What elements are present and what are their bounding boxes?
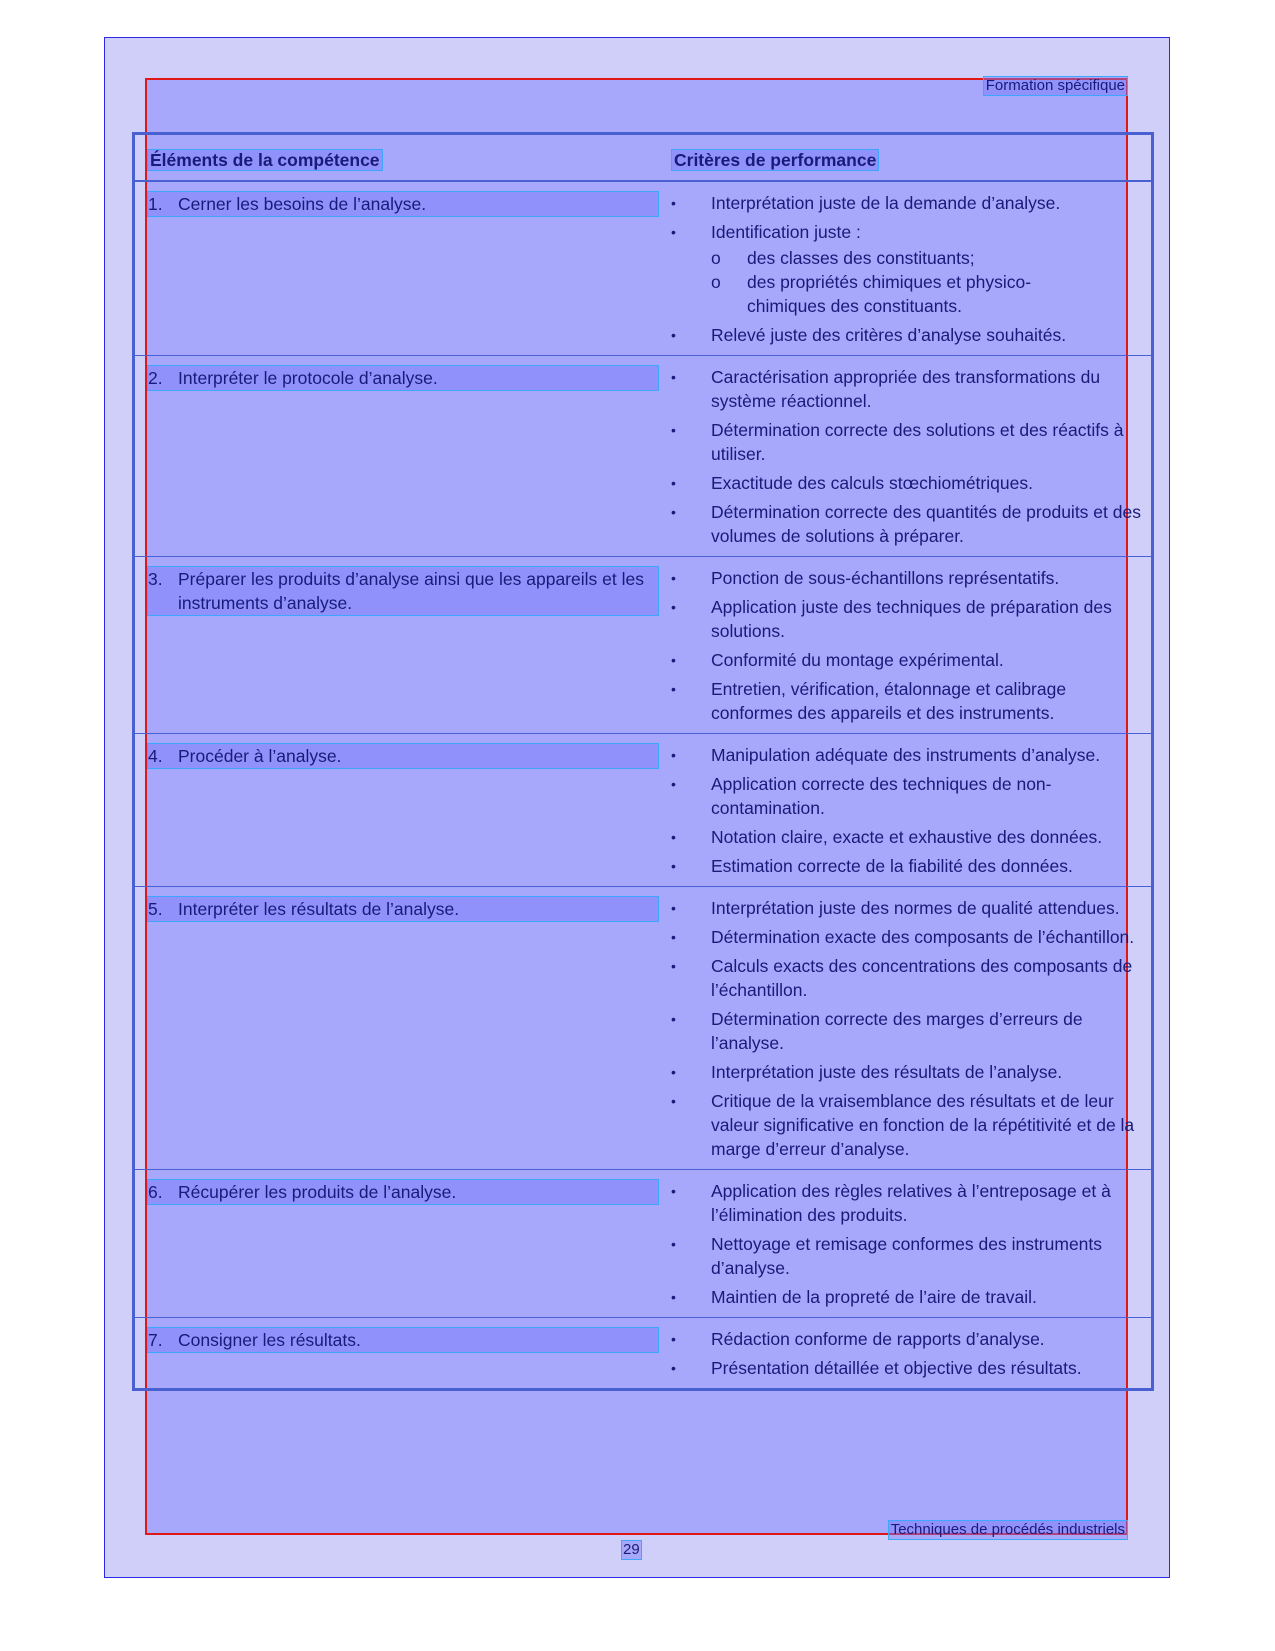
element-text: Consigner les résultats. bbox=[178, 1330, 361, 1350]
list-item bbox=[671, 1007, 1151, 1055]
criterion-text: Application des règles relatives à l’entreposage et à l’élimination des produits. bbox=[711, 1181, 1111, 1225]
criterion-text: Critique de la vraisemblance des résultats et de leur valeur significative en fonction de la répétitivité et de la marge d’erreur d’analyse. bbox=[711, 1091, 1135, 1159]
element-line bbox=[147, 896, 659, 922]
element-cell bbox=[134, 1170, 660, 1318]
running-header: Formation spécifique bbox=[983, 76, 1128, 96]
element-text: Préparer les produits d’analyse ainsi que les appareils et les instruments d’analyse. bbox=[178, 569, 644, 613]
criterion-text: Interprétation juste de la demande d’analyse. bbox=[711, 193, 1061, 213]
criterion-text: Détermination exacte des composants de l’échantillon. bbox=[711, 927, 1135, 947]
list-item bbox=[671, 1356, 1151, 1380]
list-item bbox=[671, 471, 1151, 495]
element-cell bbox=[134, 356, 660, 557]
list-item bbox=[671, 896, 1151, 920]
element-text: Procéder à l’analyse. bbox=[178, 746, 342, 766]
bullet-icon: • bbox=[671, 224, 676, 240]
element-line bbox=[147, 743, 659, 769]
element-cell bbox=[134, 1318, 660, 1390]
table-row bbox=[134, 1318, 1153, 1390]
element-text: Cerner les besoins de l’analyse. bbox=[178, 194, 427, 214]
element-number: 4. bbox=[148, 746, 163, 766]
criterion-text: Notation claire, exacte et exhaustive des données. bbox=[711, 827, 1103, 847]
criterion-text: Ponction de sous-échantillons représentatifs. bbox=[711, 568, 1060, 588]
list-item bbox=[671, 1285, 1151, 1309]
bullet-icon: • bbox=[671, 195, 676, 211]
list-item bbox=[671, 595, 1151, 643]
criteria-header bbox=[659, 134, 1153, 182]
bullet-icon: • bbox=[671, 829, 676, 845]
criteria-list bbox=[671, 566, 1151, 725]
list-item bbox=[671, 191, 1151, 215]
criteria-list bbox=[671, 896, 1151, 1161]
list-item bbox=[671, 677, 1151, 725]
criteria-list bbox=[671, 191, 1151, 244]
element-cell bbox=[134, 887, 660, 1170]
criterion-text: Caractérisation appropriée des transformations du système réactionnel. bbox=[711, 367, 1101, 411]
list-item bbox=[671, 954, 1151, 1002]
criteria-cell bbox=[659, 181, 1153, 356]
sub-criterion-text: des propriétés chimiques et physico-chimiques des constituants. bbox=[747, 272, 1032, 316]
criterion-text: Calculs exacts des concentrations des composants de l’échantillon. bbox=[711, 956, 1133, 1000]
criteria-cell bbox=[659, 557, 1153, 734]
criteria-cell bbox=[659, 356, 1153, 557]
criterion-text: Détermination correcte des quantités de produits et des volumes de solutions à préparer. bbox=[711, 502, 1141, 546]
criteria-list bbox=[671, 743, 1151, 878]
criteria-cell bbox=[659, 1318, 1153, 1390]
elements-header bbox=[134, 134, 660, 182]
element-number: 1. bbox=[148, 194, 163, 214]
list-item bbox=[671, 220, 1151, 244]
criteria-header-label: Critères de performance bbox=[671, 149, 879, 171]
list-item bbox=[671, 854, 1151, 878]
list-item bbox=[671, 1089, 1151, 1161]
element-number: 7. bbox=[148, 1330, 163, 1350]
list-item bbox=[671, 648, 1151, 672]
bullet-icon: • bbox=[671, 599, 676, 615]
bullet-icon: • bbox=[671, 369, 676, 385]
list-item bbox=[671, 323, 1151, 347]
list-item bbox=[671, 566, 1151, 590]
element-cell bbox=[134, 734, 660, 887]
competence-table bbox=[132, 132, 1154, 1391]
bullet-icon: • bbox=[671, 776, 676, 792]
element-text: Interpréter le protocole d’analyse. bbox=[178, 368, 438, 388]
criteria-cell bbox=[659, 734, 1153, 887]
bullet-icon: • bbox=[671, 652, 676, 668]
bullet-icon: • bbox=[671, 1236, 676, 1252]
bullet-icon: • bbox=[671, 858, 676, 874]
element-cell bbox=[134, 557, 660, 734]
table-row bbox=[134, 356, 1153, 557]
element-number: 5. bbox=[148, 899, 163, 919]
criterion-text: Conformité du montage expérimental. bbox=[711, 650, 1004, 670]
element-line bbox=[147, 365, 659, 391]
list-item bbox=[671, 772, 1151, 820]
element-number: 3. bbox=[148, 569, 163, 589]
criterion-text: Identification juste : bbox=[711, 222, 861, 242]
element-text: Récupérer les produits de l’analyse. bbox=[178, 1182, 457, 1202]
bullet-icon: • bbox=[671, 1183, 676, 1199]
element-line bbox=[147, 566, 659, 616]
bullet-icon: • bbox=[671, 1360, 676, 1376]
sub-list-item bbox=[711, 270, 1151, 318]
table-row bbox=[134, 557, 1153, 734]
bullet-icon: • bbox=[671, 1289, 676, 1305]
criterion-text: Détermination correcte des solutions et des réactifs à utiliser. bbox=[711, 420, 1124, 464]
list-item bbox=[671, 1327, 1151, 1351]
table-header-row bbox=[134, 134, 1153, 182]
bullet-icon: • bbox=[671, 1331, 676, 1347]
bullet-icon: • bbox=[671, 1011, 676, 1027]
list-item bbox=[671, 418, 1151, 466]
bullet-icon: • bbox=[671, 681, 676, 697]
criterion-text: Entretien, vérification, étalonnage et calibrage conformes des appareils et des instruments. bbox=[711, 679, 1067, 723]
list-item bbox=[671, 365, 1151, 413]
list-item bbox=[671, 925, 1151, 949]
bullet-icon: • bbox=[671, 929, 676, 945]
element-line bbox=[147, 191, 659, 217]
criteria-cell bbox=[659, 887, 1153, 1170]
element-line bbox=[147, 1327, 659, 1353]
criterion-text: Interprétation juste des normes de qualité attendues. bbox=[711, 898, 1120, 918]
table-row bbox=[134, 887, 1153, 1170]
element-cell bbox=[134, 181, 660, 356]
criterion-text: Application correcte des techniques de non-contamination. bbox=[711, 774, 1052, 818]
criterion-text: Exactitude des calculs stœchiométriques. bbox=[711, 473, 1033, 493]
sub-criteria-list bbox=[711, 246, 1151, 318]
criterion-text: Manipulation adéquate des instruments d’analyse. bbox=[711, 745, 1101, 765]
sub-criterion-text: des classes des constituants; bbox=[747, 248, 975, 268]
criterion-text: Maintien de la propreté de l’aire de travail. bbox=[711, 1287, 1037, 1307]
bullet-icon: • bbox=[671, 570, 676, 586]
criterion-text: Nettoyage et remisage conformes des instruments d’analyse. bbox=[711, 1234, 1103, 1278]
element-number: 2. bbox=[148, 368, 163, 388]
bullet-icon: • bbox=[671, 747, 676, 763]
table-row bbox=[134, 734, 1153, 887]
element-number: 6. bbox=[148, 1182, 163, 1202]
bullet-icon: • bbox=[671, 327, 676, 343]
criteria-list bbox=[671, 323, 1151, 347]
criterion-text: Relevé juste des critères d’analyse souhaités. bbox=[711, 325, 1067, 345]
criterion-text: Présentation détaillée et objective des résultats. bbox=[711, 1358, 1082, 1378]
table-row bbox=[134, 181, 1153, 356]
criterion-text: Interprétation juste des résultats de l’analyse. bbox=[711, 1062, 1063, 1082]
table-row bbox=[134, 1170, 1153, 1318]
list-item bbox=[671, 1179, 1151, 1227]
running-footer: Techniques de procédés industriels bbox=[888, 1520, 1128, 1540]
criterion-text: Détermination correcte des marges d’erreurs de l’analyse. bbox=[711, 1009, 1083, 1053]
bullet-icon: • bbox=[671, 958, 676, 974]
bullet-icon: • bbox=[671, 475, 676, 491]
bullet-icon: • bbox=[671, 422, 676, 438]
list-item bbox=[671, 1232, 1151, 1280]
list-item bbox=[671, 743, 1151, 767]
element-line bbox=[147, 1179, 659, 1205]
bullet-icon: • bbox=[671, 900, 676, 916]
elements-header-label: Éléments de la compétence bbox=[147, 149, 383, 171]
sub-bullet-icon: o bbox=[711, 248, 721, 268]
criterion-text: Estimation correcte de la fiabilité des données. bbox=[711, 856, 1073, 876]
bullet-icon: • bbox=[671, 1093, 676, 1109]
element-text: Interpréter les résultats de l’analyse. bbox=[178, 899, 460, 919]
sub-bullet-icon: o bbox=[711, 272, 721, 292]
criteria-cell bbox=[659, 1170, 1153, 1318]
criteria-list bbox=[671, 1179, 1151, 1309]
list-item bbox=[671, 500, 1151, 548]
page-number: 29 bbox=[623, 1541, 640, 1558]
criteria-list bbox=[671, 1327, 1151, 1380]
criterion-text: Rédaction conforme de rapports d’analyse. bbox=[711, 1329, 1045, 1349]
sub-list-item bbox=[711, 246, 1151, 270]
criterion-text: Application juste des techniques de préparation des solutions. bbox=[711, 597, 1112, 641]
list-item bbox=[671, 1060, 1151, 1084]
bullet-icon: • bbox=[671, 504, 676, 520]
criteria-list bbox=[671, 365, 1151, 548]
bullet-icon: • bbox=[671, 1064, 676, 1080]
list-item bbox=[671, 825, 1151, 849]
